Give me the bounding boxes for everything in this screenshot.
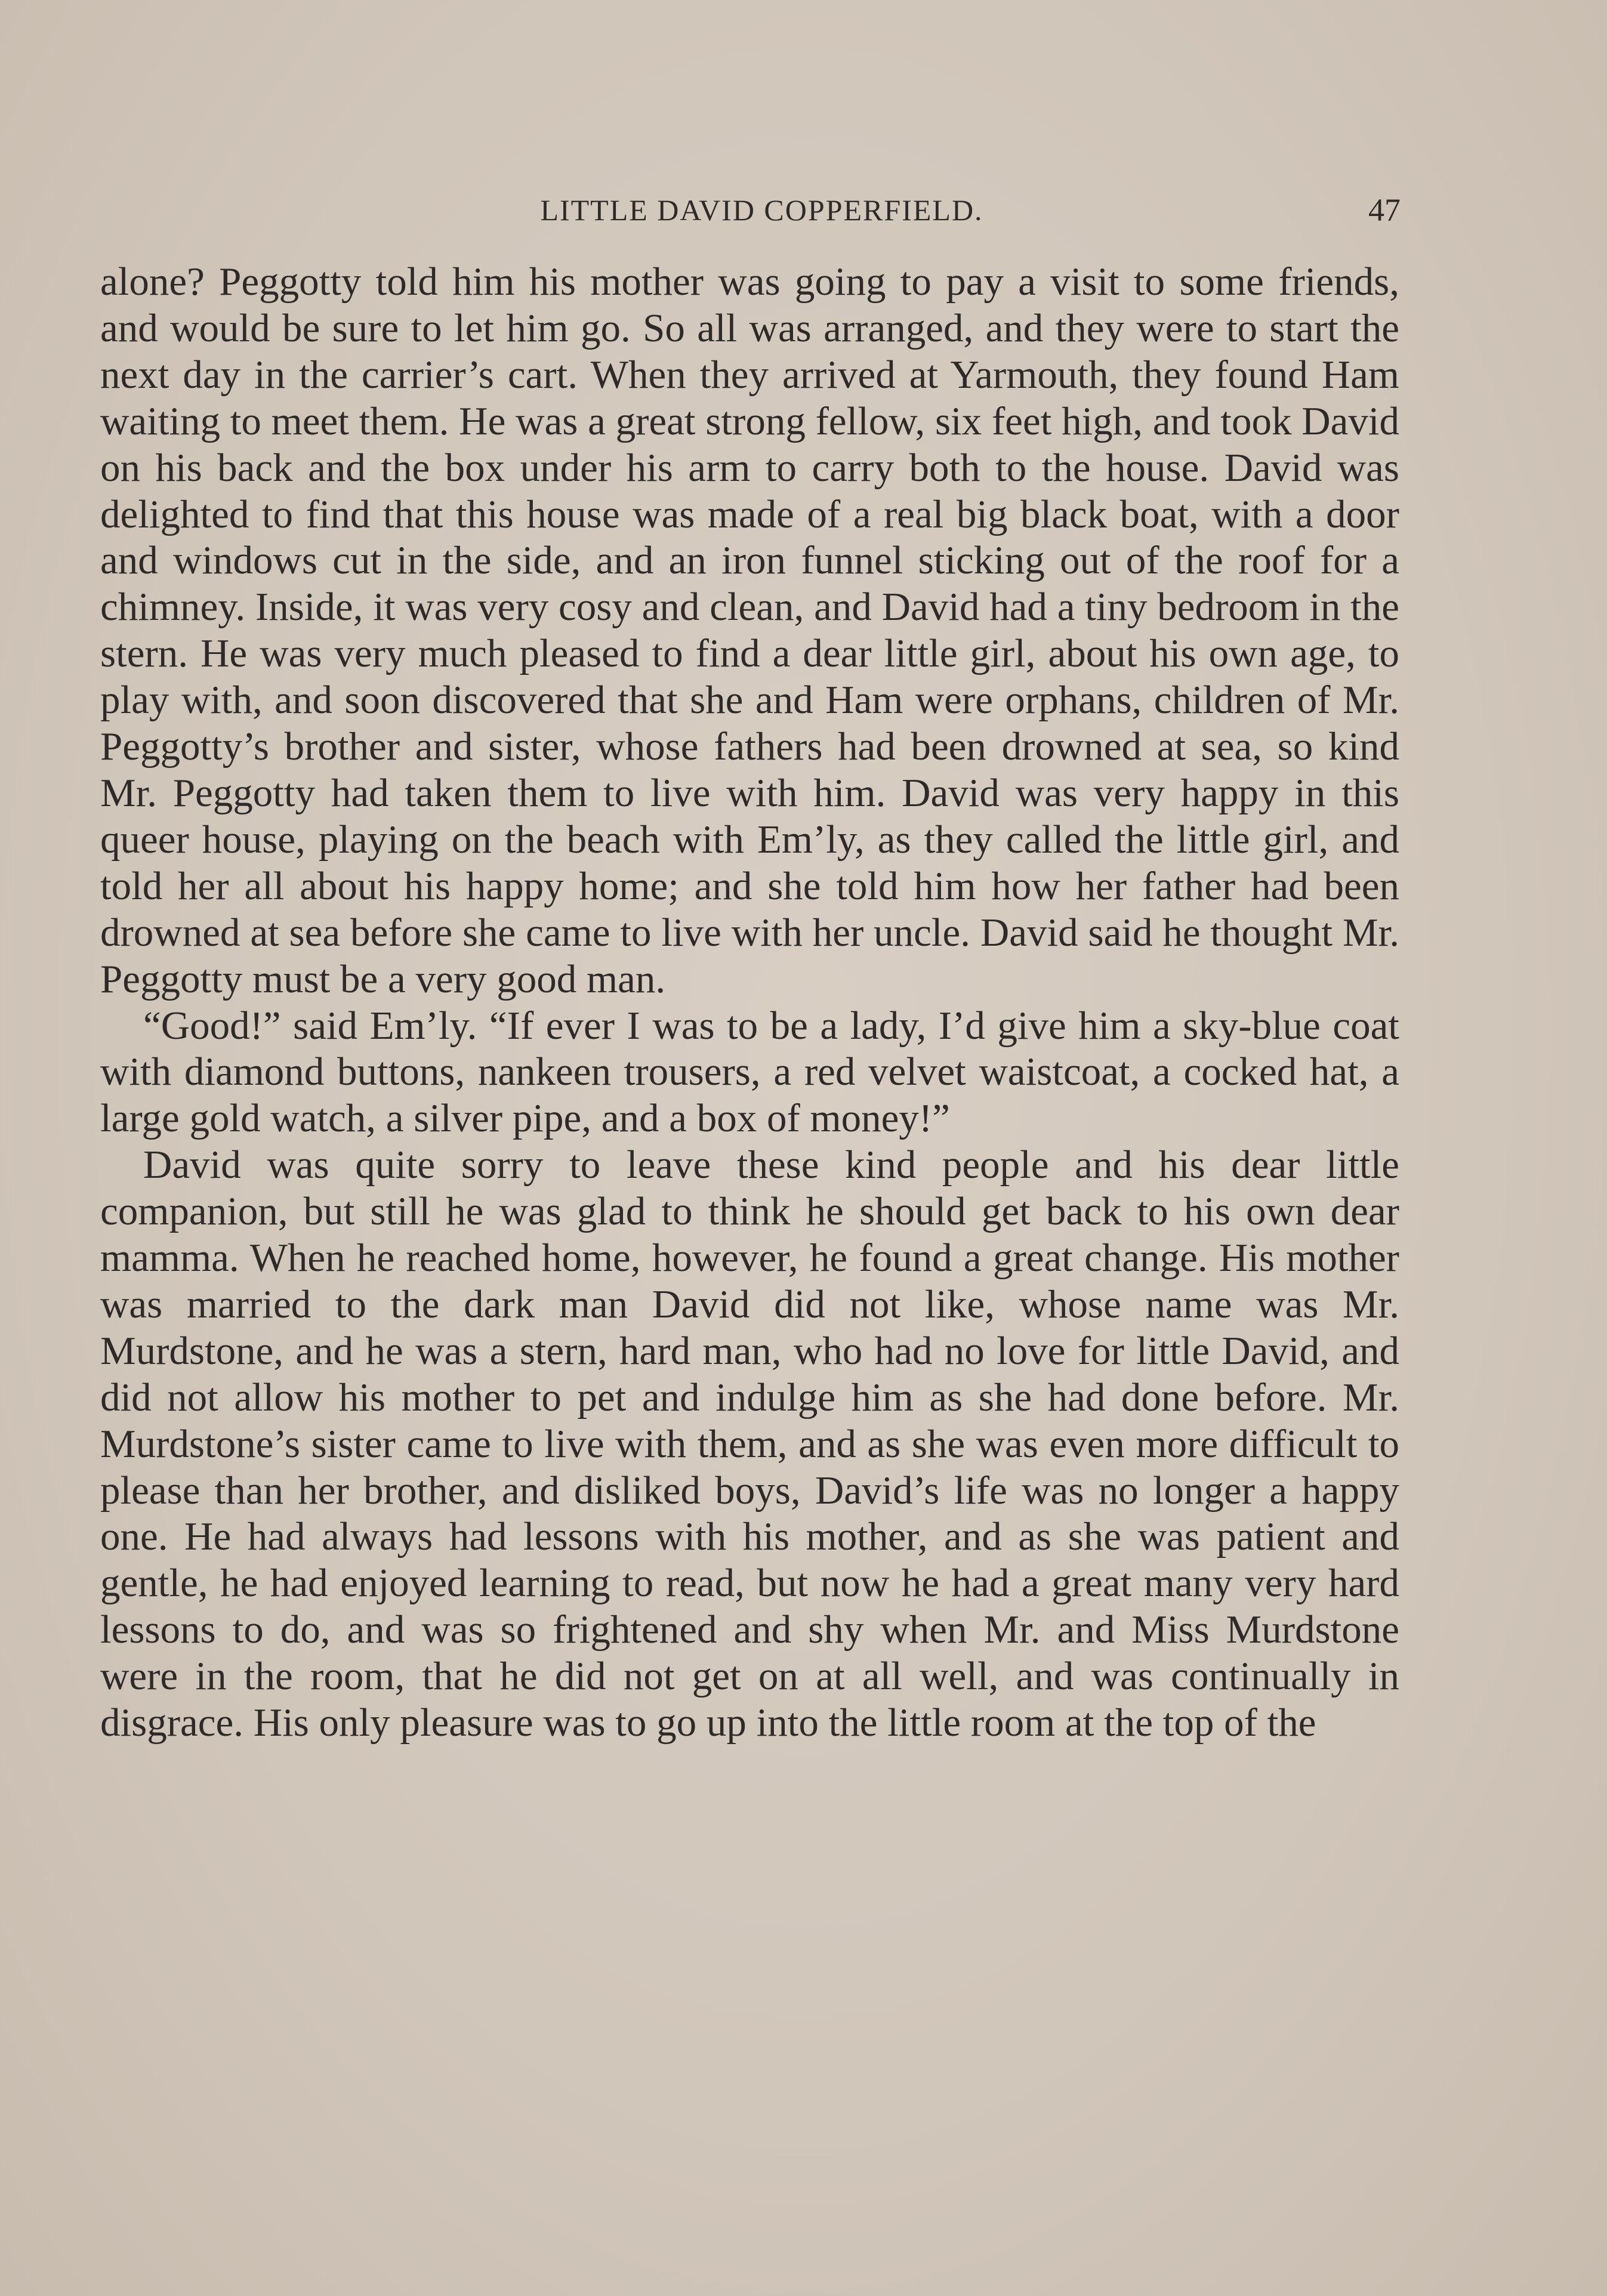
running-head xyxy=(0,186,1607,234)
body-text xyxy=(100,259,1399,1746)
paragraph-2: “Good!” said Em’ly. “If ever I was to be a lady, I’d give him a sky-blue coat with diamond buttons, nankeen trousers, a red velvet waistcoat, a cocked hat, a large gold watch, a silver pipe, and a box of money!” xyxy=(100,1003,1399,1141)
page-number: 47 xyxy=(1368,192,1401,228)
paragraph-3: David was quite sorry to leave these kind people and his dear little companion, but still he was glad to think he should get back to his own dear mamma. When he reached home, however, he found a great change. His mother was married to the dark man David did not like, whose name was Mr. Murdstone, and he was a stern, hard man, who had no love for little David, and did not allow his mother to pet and indulge him as she had done before. Mr. Murdstone’s sister came to live with them, and as she was even more difficult to please than her brother, and disliked boys, David’s life was no longer a happy one. He had always had lessons with his mother, and as she was patient and gentle, he had enjoyed learning to read, but now he had a great many very hard lessons to do, and was so frightened and shy when Mr. and Miss Murdstone were in the room, that he did not get on at all well, and was continually in disgrace. His only pleasure was to go up into the little room at the top of the xyxy=(100,1143,1399,1745)
paragraph-1: alone? Peggotty told him his mother was going to pay a visit to some friends, and would be sure to let him go. So all was arranged, and they were to start the next day in the carrier’s cart. When they arrived at Yarmouth, they found Ham waiting to meet them. He was a great strong fellow, six feet high, and took David on his back and the box under his arm to carry both to the house. David was delighted to find that this house was made of a real big black boat, with a door and windows cut in the side, and an iron funnel sticking out of the roof for a chimney. Inside, it was very cosy and clean, and David had a tiny bedroom in the stern. He was very much pleased to find a dear little girl, about his own age, to play with, and soon discovered that she and Ham were orphans, children of Mr. Peggotty’s brother and sister, whose fathers had been drowned at sea, so kind Mr. Peggotty had taken them to live with him. David was very happy in this queer house, playing on the beach with Em’ly, as they called the little girl, and told her all about his happy home; and she told him how her father had been drowned at sea before she came to live with her uncle. David said he thought Mr. Peggotty must be a very good man. xyxy=(100,260,1399,1001)
running-title: LITTLE DAVID COPPERFIELD. xyxy=(540,193,983,227)
